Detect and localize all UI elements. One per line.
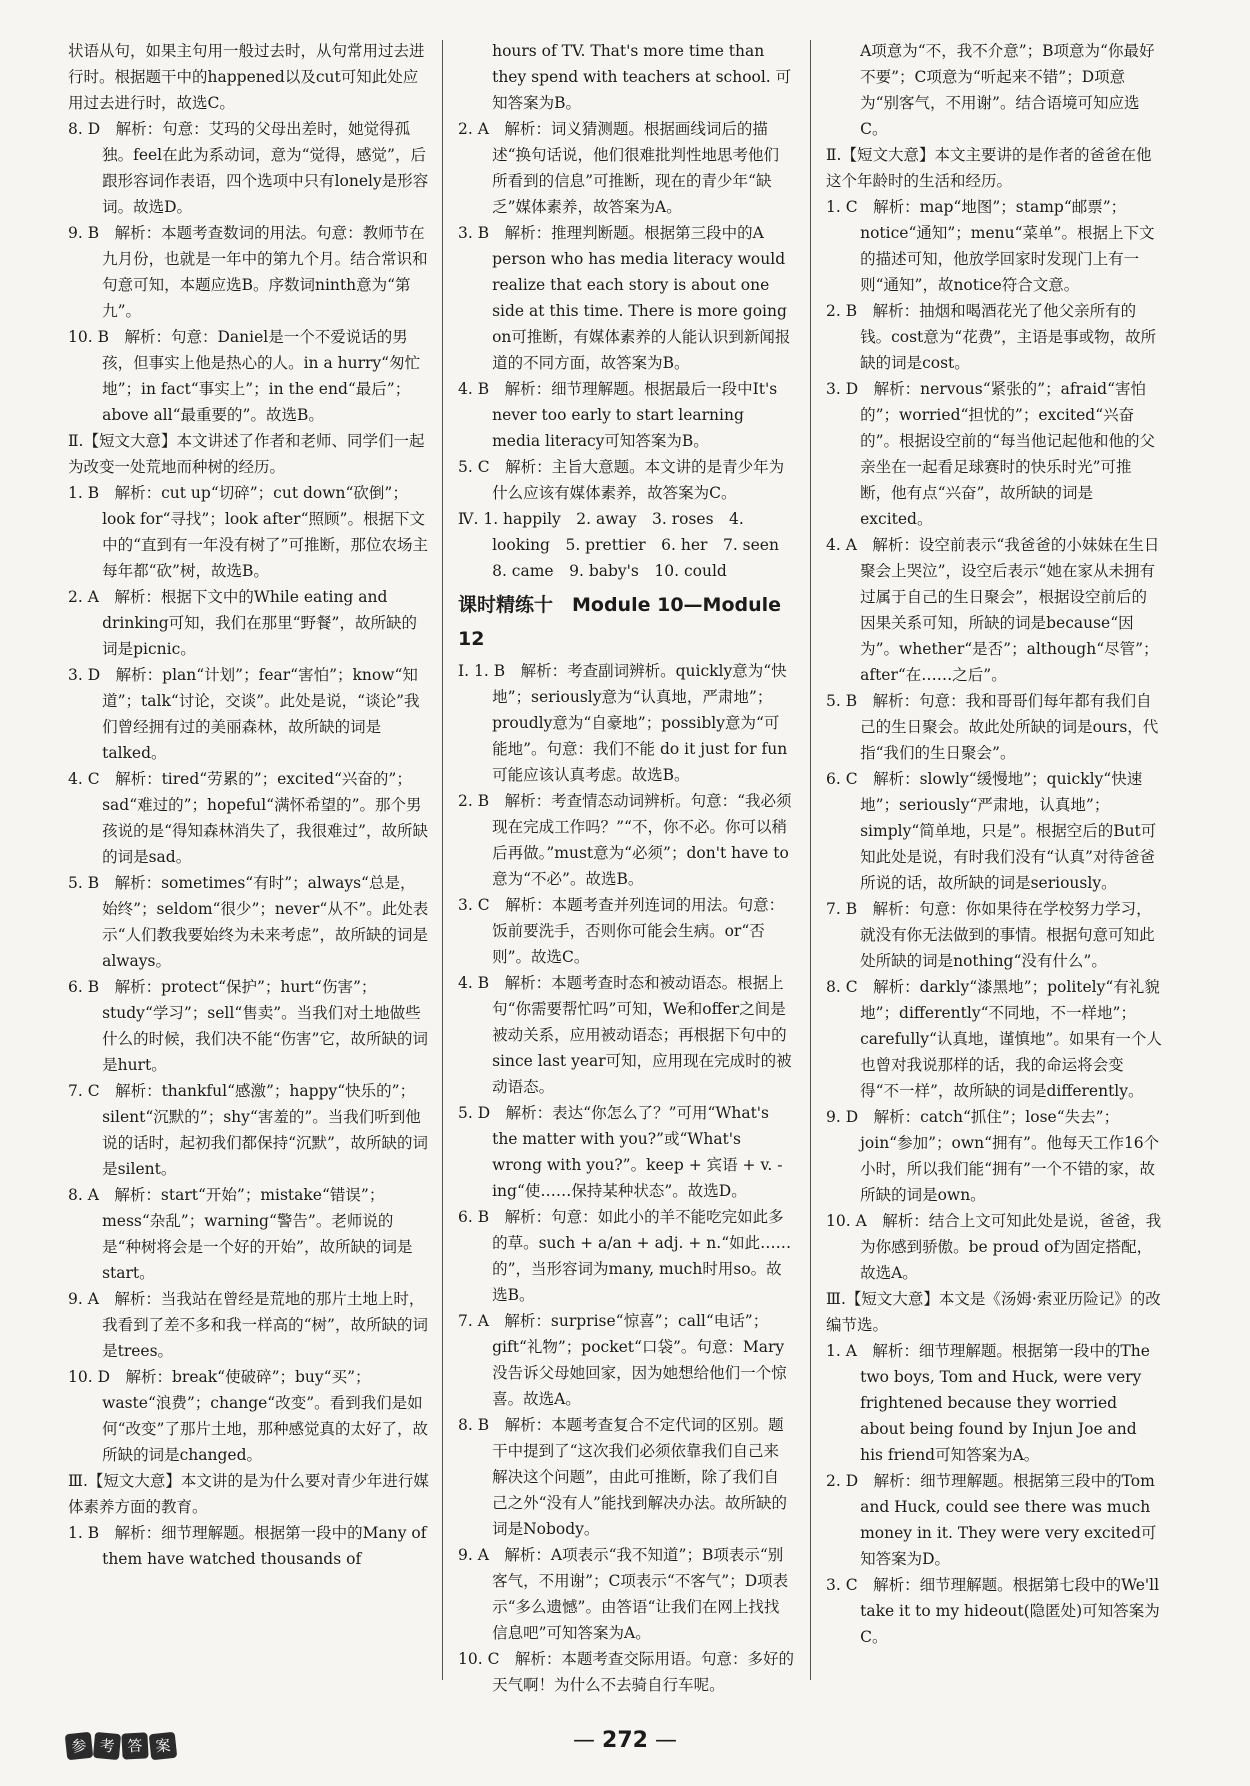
paragraph: 状语从句，如果主句用一般过去时，从句常用过去进行时。根据题干中的happened以及cut可知此处应用过去进行时，故选C。: [68, 42, 425, 112]
section-heading: Ⅱ.【短文大意】本文讲述了作者和老师、同学们一起为改变一处荒地而种树的经历。: [68, 432, 425, 476]
answer-item: 5. B 解析：sometimes“有时”；always“总是，始终”；seldom“很少”；never“从不”。此处表示“人们教我要始终为未来考虑”，故所缺的词是always。: [68, 874, 429, 970]
column-left: [68, 38, 430, 1572]
answer-item: 8. D 解析：句意：艾玛的父母出差时，她觉得孤独。feel在此为系动词，意为“觉得，感觉”，后跟形容词作表语，四个选项中只有lonely是形容词。故选D。: [68, 120, 429, 216]
answer-item: 4. B 解析：本题考查时态和被动语态。根据上句“你需要帮忙吗”可知，We和offer之间是被动关系，应用被动语态；再根据下句中的since last year可知，应用现在完成时的被动语态。: [458, 974, 792, 1096]
page-number: [520, 1728, 730, 1753]
answer-item: 2. A 解析：词义猜测题。根据画线词后的描述“换句话说，他们很难批判性地思考他们所看到的信息”可推断，现在的青少年“缺乏”媒体素养，故答案为A。: [458, 120, 780, 216]
paragraph: hours of TV. That's more time than they spend with teachers at school. 可知答案为B。: [492, 42, 792, 112]
paragraph: A项意为“不，我不介意”；B项意为“你最好不要”；C项意为“听起来不错”；D项意为“别客气，不用谢”。结合语境可知应选C。: [860, 42, 1155, 138]
column-divider: [442, 40, 443, 1680]
answer-item: 1. B 解析：细节理解题。根据第一段中的Many of them have watched thousands of: [68, 1524, 427, 1568]
dash-left: —: [573, 1728, 596, 1753]
answer-item: 2. D 解析：细节理解题。根据第三段中的Tom and Huck, could see there was much money in it. They were very excited可知答案为D。: [826, 1472, 1157, 1568]
column-divider: [810, 40, 811, 1680]
answer-item: 2. A 解析：根据下文中的While eating and drinking可知，我们在那里“野餐”，故所缺的词是picnic。: [68, 588, 417, 658]
answer-item: 2. B 解析：抽烟和喝酒花光了他父亲所有的钱。cost意为“花费”，主语是事或物，故所缺的词是cost。: [826, 302, 1157, 372]
answer-item: 9. D 解析：catch“抓住”；lose“失去”；join“参加”；own“拥有”。他每天工作16个小时，所以我们能“拥有”一个不错的家，故所缺的词是own。: [826, 1108, 1160, 1204]
answer-item: 4. C 解析：tired“劳累的”；excited“兴奋的”；sad“难过的”；hopeful“满怀希望的”。那个男孩说的是“得知森林消失了，我很难过”，故所缺的词是sad。: [68, 770, 428, 866]
answer-item: 3. B 解析：推理判断题。根据第三段中的A person who has media literacy would realize that each story is about one side at this time. There is more going on可推断，有媒体素养的人能认识到新闻报道的不同方面，故答案为B。: [458, 224, 791, 372]
answer-item: 8. B 解析：本题考查复合不定代词的区别。题干中提到了“这次我们必须依靠我们自己来解决这个问题”，由此可推断，除了我们自己之外“没有人”能找到解决办法。故所缺的词是Nobody。: [458, 1416, 787, 1538]
logo-char: 参: [65, 1732, 94, 1761]
answer-item: 6. B 解析：protect“保护”；hurt“伤害”；study“学习”；sell“售卖”。当我们对土地做些什么的时候，我们决不能“伤害”它，故所缺的词是hurt。: [68, 978, 428, 1074]
answer-item: 9. B 解析：本题考查数词的用法。句意：教师节在九月份，也就是一年中的第九个月。结合常识和句意可知，本题应选B。序数词ninth意为“第九”。: [68, 224, 428, 320]
answer-item: 1. B 解析：cut up“切碎”；cut down“砍倒”；look for“寻找”；look after“照顾”。根据下文中的“直到有一年没有树了”可推断，那位农场主每年都“砍”树，故选B。: [68, 484, 428, 580]
answer-item: 3. D 解析：nervous“紧张的”；afraid“害怕的”；worried“担忧的”；excited“兴奋的”。根据设空前的“每当他记起他和他的父亲坐在一起看足球赛时的快乐时光”可推断，他有点“兴奋”，故所缺的词是excited。: [826, 380, 1155, 528]
answer-item: 7. A 解析：surprise“惊喜”；call“电话”；gift“礼物”；pocket“口袋”。句意：Mary没告诉父母她回家，因为她想给他们一个惊喜。故选A。: [458, 1312, 787, 1408]
answer-item: 5. D 解析：表达“你怎么了？”可用“What's the matter with you?”或“What's wrong with you?”。keep + 宾语 + v. -ing“使……保持某种状态”。故选D。: [458, 1104, 783, 1200]
answer-item: 7. B 解析：句意：你如果待在学校努力学习，就没有你无法做到的事情。根据句意可知此处所缺的词是nothing“没有什么”。: [826, 900, 1155, 970]
answer-item: 10. D 解析：break“使破碎”；buy“买”；waste“浪费”；change“改变”。看到我们是如何“改变”了那片土地，那种感觉真的太好了，故所缺的词是changed。: [68, 1368, 428, 1464]
answer-item: 3. D 解析：plan“计划”；fear“害怕”；know“知道”；talk“讨论，交谈”。此处是说，“谈论”我们曾经拥有过的美丽森林，故所缺的词是talked。: [68, 666, 420, 762]
answer-item: 1. A 解析：细节理解题。根据第一段中的The two boys, Tom and Huck, were very frightened because they worried about being found by Injun Joe and his friend可知答案为A。: [826, 1342, 1150, 1464]
column-right: [826, 38, 1162, 1650]
answer-item: 8. C 解析：darkly“漆黑地”；politely“有礼貌地”；differently“不同地，不一样地”；carefully“认真地，谨慎地”。如果有一个人也曾对我说那样的话，我的命运将会变得“不一样”，故所缺的词是differently。: [826, 978, 1162, 1100]
answer-item: 3. C 解析：细节理解题。根据第七段中的We'll take it to my hideout(隐匿处)可知答案为C。: [826, 1576, 1160, 1646]
answer-item: 9. A 解析：当我站在曾经是荒地的那片土地上时，我看到了差不多和我一样高的“树”，故所缺的词是trees。: [68, 1290, 428, 1360]
answer-item: 10. B 解析：句意：Daniel是一个不爱说话的男孩，但事实上他是热心的人。in a hurry“匆忙地”；in fact“事实上”；in the end“最后”；above all“最重要的”。故选B。: [68, 328, 421, 424]
column-middle: [458, 38, 794, 1698]
page-number-value: 272: [602, 1728, 648, 1753]
answer-item: 4. A 解析：设空前表示“我爸爸的小妹妹在生日聚会上哭泣”，设空后表示“她在家从未拥有过属于自己的生日聚会”，根据设空前后的因果关系可知，所缺的词是because“因为”。whether“是否”；although“尽管”；after“在……之后”。: [826, 536, 1160, 684]
section-heading: Ⅲ.【短文大意】本文讲的是为什么要对青少年进行媒体素养方面的教育。: [68, 1472, 429, 1516]
answer-item: 4. B 解析：细节理解题。根据最后一段中It's never too early to start learning media literacy可知答案为B。: [458, 380, 778, 450]
logo-char: 案: [149, 1732, 178, 1761]
section-heading: Ⅲ.【短文大意】本文是《汤姆·索亚历险记》的改编节选。: [826, 1290, 1161, 1334]
answer-item: 3. C 解析：本题考查并列连词的用法。句意：饭前要洗手，否则你可能会生病。or“否则”。故选C。: [458, 896, 785, 966]
section-heading: Ⅱ.【短文大意】本文主要讲的是作者的爸爸在他这个年龄时的生活和经历。: [826, 146, 1152, 190]
answer-item: 1. C 解析：map“地图”；stamp“邮票”；notice“通知”；menu“菜单”。根据上下文的描述可知，他放学回家时发现门上有一则“通知”，故notice符合文意。: [826, 198, 1155, 294]
answer-item: 8. A 解析：start“开始”；mistake“错误”；mess“杂乱”；warning“警告”。老师说的是“种树将会是一个好的开始”，故所缺的词是start。: [68, 1186, 413, 1282]
answer-item: 2. B 解析：考查情态动词辨析。句意：“我必须现在完成工作吗？”“不，你不必。你可以稍后再做。”must意为“必须”；don't have to意为“不必”。故选B。: [458, 792, 792, 888]
lesson-heading: 课时精练十 Module 10—Module 12: [458, 594, 782, 650]
answer-item: 5. B 解析：句意：我和哥哥们每年都有我们自己的生日聚会。故此处所缺的词是ours，代指“我们的生日聚会”。: [826, 692, 1159, 762]
answer-item: 6. B 解析：句意：如此小的羊不能吃完如此多的草。such + a/an + adj. + n.“如此……的”，当形容词为many, much时用so。故选B。: [458, 1208, 792, 1304]
logo-char: 考: [93, 1732, 121, 1760]
logo-char: 答: [121, 1732, 148, 1759]
answer-item: 7. C 解析：thankful“感激”；happy“快乐的”；silent“沉默的”；shy“害羞的”。当我们听到他说的话时，起初我们都保持“沉默”，故所缺的词是silent。: [68, 1082, 428, 1178]
answer-item: 6. C 解析：slowly“缓慢地”；quickly“快速地”；seriously“严肃地，认真地”；simply“简单地，只是”。根据空后的But可知此处是说，有时我们没有“认真”对待爸爸所说的话，故所缺的词是seriously。: [826, 770, 1157, 892]
answer-key-logo: [66, 1733, 184, 1763]
answer-item: Ⅰ. 1. B 解析：考查副词辨析。quickly意为“快地”；seriously意为“认真地，严肃地”；proudly意为“自豪地”；possibly意为“可能地”。句意：我们不能 do it just for fun 可能应该认真考虑。故选B。: [458, 662, 788, 784]
answer-item: Ⅳ. 1. happily 2. away 3. roses 4. looking 5. prettier 6. her 7. seen 8. came 9. baby's 10. could: [458, 510, 795, 580]
answer-item: 10. C 解析：本题考查交际用语。句意：多好的天气啊！为什么不去骑自行车呢。: [458, 1650, 794, 1694]
answer-item: 5. C 解析：主旨大意题。本文讲的是青少年为什么应该有媒体素养，故答案为C。: [458, 458, 785, 502]
answer-item: 10. A 解析：结合上文可知此处是说，爸爸，我为你感到骄傲。be proud of为固定搭配，故选A。: [826, 1212, 1162, 1282]
answer-item: 9. A 解析：A项表示“我不知道”；B项表示“别客气，不用谢”；C项表示“不客气”；D项表示“多么遗憾”。由答语“让我们在网上找找信息吧”可知答案为A。: [458, 1546, 789, 1642]
dash-right: —: [654, 1728, 677, 1753]
